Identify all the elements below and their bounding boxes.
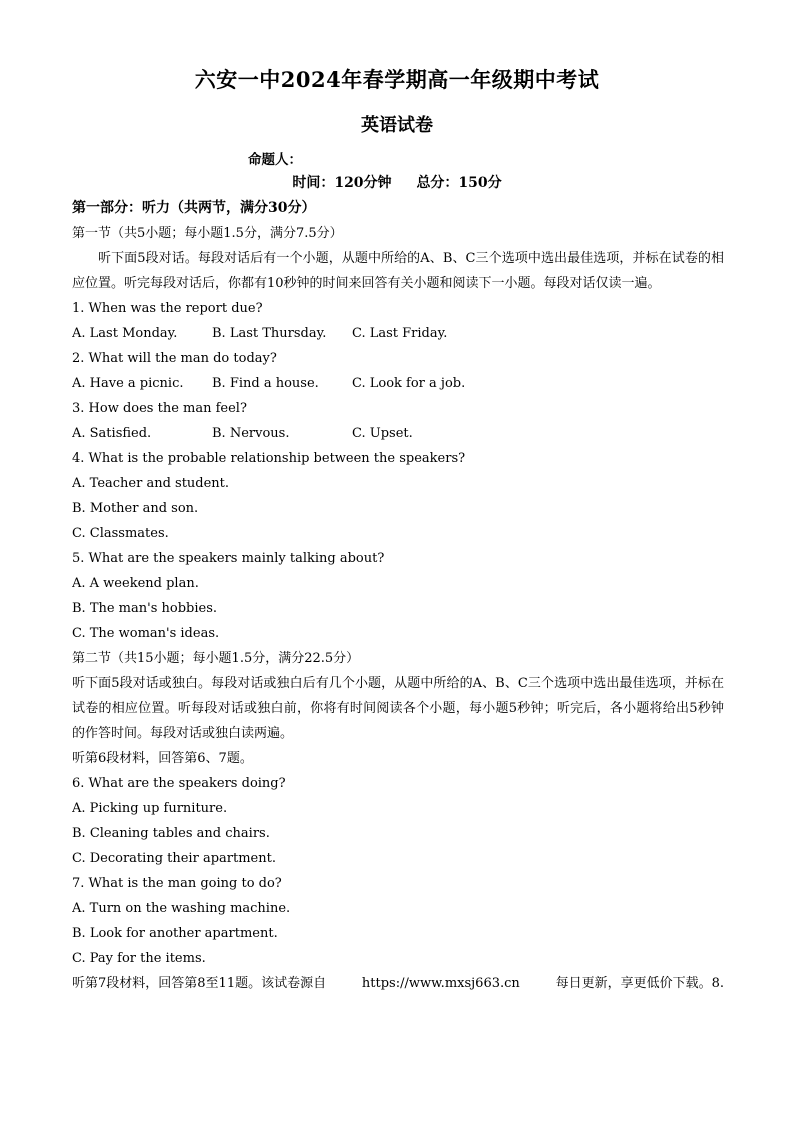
question-4: 4. What is the probable relationship between the speakers? <box>72 451 466 466</box>
question-6: 6. What are the speakers doing? <box>72 776 286 791</box>
option-b: B. Cleaning tables and chairs. <box>72 826 270 841</box>
options-2 <box>72 371 724 396</box>
option-b: B. The man's hobbies. <box>72 601 218 616</box>
option-b: B. Last Thursday. <box>212 326 327 341</box>
option-a: A. A weekend plan. <box>72 576 199 591</box>
option-c: C. Upset. <box>352 426 413 441</box>
option-a: A. Picking up furniture. <box>72 801 228 816</box>
score-info: 总分：150分 <box>416 175 502 191</box>
option-c: C. Pay for the items. <box>72 951 206 966</box>
option-c: C. Last Friday. <box>352 326 448 341</box>
time-info: 时间：120分钟 <box>292 175 392 191</box>
section2-instructions: 听下面5段对话或独白。每段对话或独白后有几个小题，从题中所给的A、B、C三个选项中选出最佳选项，并标在试卷的相应位置。听每段对话或独白前，你将有时间阅读各个小题，每小题5秒钟；听完后，各小题将给出5秒钟的作答时间。每段对话或独白读两遍。 <box>72 676 724 741</box>
promo-text: 每日更新，享更低价下载。8. <box>555 976 724 991</box>
material-7-intro <box>72 971 724 996</box>
exam-title: 六安一中2024年春学期高一年级期中考试 <box>194 67 600 92</box>
options-3 <box>72 421 724 446</box>
time-score-info <box>0 172 794 192</box>
option-b: B. Find a house. <box>212 376 319 391</box>
section1-instructions: 听下面5段对话。每段对话后有一个小题，从题中所给的A、B、C三个选项中选出最佳选项，并标在试卷的相应位置。听完每段对话后，你都有10秒钟的时间来回答有关小题和阅读下一小题。每段对话仅读一遍。 <box>72 251 724 291</box>
option-b: B. Mother and son. <box>72 501 199 516</box>
option-c: C. Look for a job. <box>352 376 466 391</box>
option-c: C. Decorating their apartment. <box>72 851 276 866</box>
exam-subtitle: 英语试卷 <box>361 115 433 136</box>
option-a: A. Turn on the washing machine. <box>72 901 291 916</box>
question-1: 1. When was the report due? <box>72 301 263 316</box>
option-c: C. The woman's ideas. <box>72 626 220 641</box>
option-a: A. Have a picnic. <box>72 376 184 391</box>
option-b: B. Nervous. <box>212 426 290 441</box>
option-b: B. Look for another apartment. <box>72 926 278 941</box>
question-5: 5. What are the speakers mainly talking about? <box>72 551 385 566</box>
section2-heading: 第二节（共15小题；每小题1.5分，满分22.5分） <box>72 651 360 666</box>
part1-heading: 第一部分：听力（共两节，满分30分） <box>72 200 316 216</box>
exam-body <box>72 196 724 996</box>
option-a: A. Satisfied. <box>72 426 152 441</box>
question-3: 3. How does the man feel? <box>72 401 247 416</box>
option-c: C. Classmates. <box>72 526 169 541</box>
material-6-intro: 听第6段材料，回答第6、7题。 <box>72 751 253 766</box>
source-link[interactable]: https://www.mxsj663.cn <box>361 976 520 991</box>
option-a: A. Last Monday. <box>72 326 178 341</box>
options-1 <box>72 321 724 346</box>
section1-heading: 第一节（共5小题；每小题1.5分，满分7.5分） <box>72 226 343 241</box>
option-a: A. Teacher and student. <box>72 476 230 491</box>
question-7: 7. What is the man going to do? <box>72 876 282 891</box>
material-7-text: 听第7段材料，回答第8至11题。该试卷源自 <box>72 976 327 991</box>
author-label: 命题人： <box>248 152 302 168</box>
question-2: 2. What will the man do today? <box>72 351 277 366</box>
